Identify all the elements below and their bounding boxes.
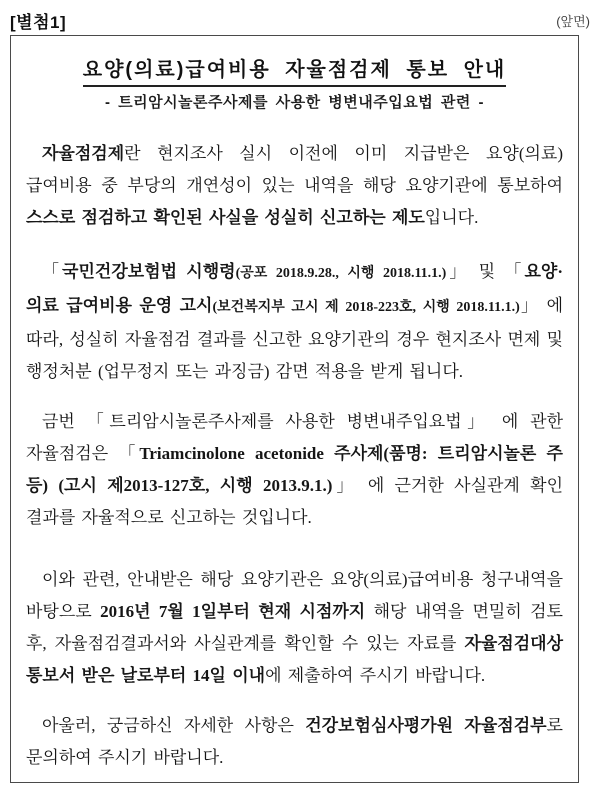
body-text: 란 현지조사 실시 이전에 이미 지급받은 요양(의료)급여비용 중 부당의 개연성이 있는 내역을 해당 요양기관에 통보하여 — [26, 144, 563, 195]
emphasis-text: (공포 2018.9.28., 시행 2018.11.1.) — [235, 266, 447, 281]
notice-paragraph — [26, 256, 563, 388]
emphasis-text: 자율점검제 — [42, 144, 125, 163]
notice-paragraph — [26, 138, 563, 234]
notice-paragraph — [26, 564, 563, 692]
notice-paragraph — [26, 710, 563, 774]
emphasis-text: 자율점검대상 통보서 받은 날로부터 14일 이내 — [26, 634, 563, 685]
notice-title-text: 요양(의료)급여비용 자율점검제 통보 안내 — [83, 59, 506, 87]
body-text: 해당 내역을 면밀히 검토 후, 자율점검결과서와 사실관계를 확인할 수 있는 자료를 — [26, 602, 563, 653]
notice-paragraph — [26, 406, 563, 534]
body-text: 」 에 따라, 성실히 자율점검 결과를 신고한 요양기관의 경우 현지조사 면제 및 행정처분 (업무정지 또는 과징금) 감면 적용을 받게 됩니다. — [26, 296, 563, 381]
body-text: 에 제출하여 주시기 바랍니다. — [265, 666, 486, 685]
attachment-label: [별첨1] — [10, 13, 67, 32]
body-text: 」 에 근거한 사실관계 확인 결과를 자율적으로 신고하는 것입니다. — [26, 476, 563, 527]
page-header — [10, 8, 590, 33]
page-side-label: (앞면) — [556, 14, 590, 29]
body-text: 」 및 「 — [446, 262, 525, 281]
notice-body — [26, 138, 563, 774]
notice-box — [10, 35, 579, 783]
body-text: 로 문의하여 주시기 바랍니다. — [26, 716, 563, 767]
emphasis-text: 2016년 7월 1일부터 현재 시점까지 — [100, 602, 366, 621]
emphasis-text: Triamcinolone acetonide 주사제(품명: 트리암시놀론 주 등) (고시 제2013-127호, 시행 2013.9.1.) — [26, 444, 563, 495]
body-text: 금번 「트리암시놀론주사제를 사용한 병변내주입요법」 에 관한 자율점검은 「 — [26, 412, 563, 463]
emphasis-text: (보건복지부 고시 제 2018-223호, 시행 2018.11.1.) — [212, 300, 520, 315]
emphasis-text: 요양·의료 급여비용 운영 고시 — [26, 262, 563, 315]
body-text: 아울러, 궁금하신 자세한 사항은 — [42, 716, 306, 735]
body-text: 이와 관련, 안내받은 해당 요양기관은 요양(의료)급여비용 청구내역을 바탕으로 — [26, 570, 563, 621]
notice-title — [26, 58, 563, 82]
emphasis-text: 건강보험심사평가원 자율점검부 — [305, 716, 547, 735]
notice-subtitle: - 트리암시놀론주사제를 사용한 병변내주입요법 관련 - — [104, 94, 485, 111]
body-text: 입니다. — [424, 208, 479, 227]
body-text: 「 — [42, 262, 63, 281]
emphasis-text: 스스로 점검하고 확인된 사실을 성실히 신고하는 제도 — [26, 208, 425, 227]
emphasis-text: 국민건강보험법 시행령 — [62, 262, 236, 281]
